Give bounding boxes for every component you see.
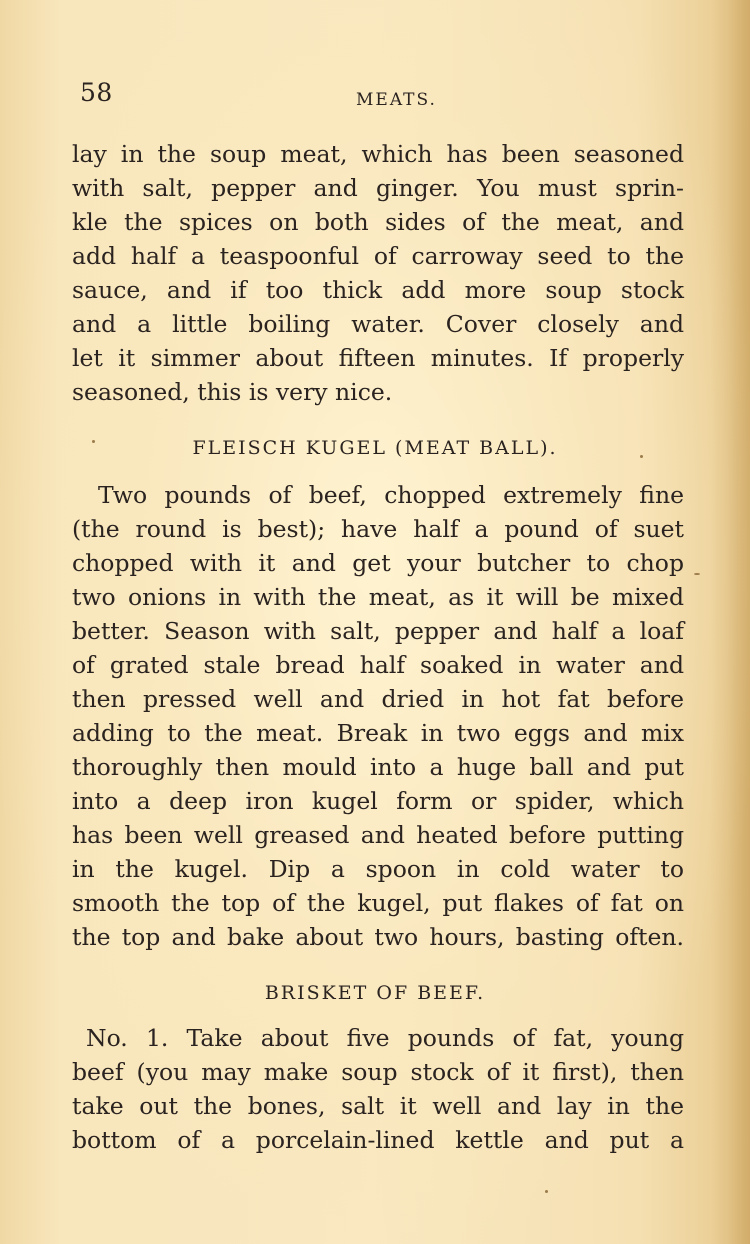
text-line: then pressed well and dried in hot fat before (72, 685, 684, 713)
text-line: of grated stale bread half soaked in water and (72, 651, 684, 679)
paper-speck (92, 440, 95, 443)
text-line: smooth the top of the kugel, put flakes of fat on (72, 889, 684, 917)
text-line: take out the bones, salt it well and lay in the (72, 1092, 684, 1120)
text-line: into a deep iron kugel form or spider, which (72, 787, 684, 815)
text-line: better. Season with salt, pepper and half a loaf (72, 617, 684, 645)
text-line: chopped with it and get your butcher to chop (72, 549, 684, 577)
text-line: (the round is best); have half a pound of suet (72, 515, 684, 543)
text-line: seasoned, this is very nice. (72, 378, 393, 406)
text-line: No. 1. Take about five pounds of fat, young (86, 1024, 684, 1052)
text-line: the top and bake about two hours, basting often. (72, 923, 684, 951)
text-line: and a little boiling water. Cover closely and (72, 310, 684, 338)
text-line: has been well greased and heated before putting (72, 821, 684, 849)
text-line: in the kugel. Dip a spoon in cold water to (72, 855, 684, 883)
paper-speck (694, 573, 700, 575)
text-line: with salt, pepper and ginger. You must sprin- (72, 174, 684, 202)
text-line: let it simmer about fifteen minutes. If properly (72, 344, 684, 372)
paragraph-fleisch-kugel (72, 478, 684, 954)
text-line: add half a teaspoonful of carroway seed to the (72, 242, 684, 270)
text-line: adding to the meat. Break in two eggs and mix (72, 719, 684, 747)
text-line: sauce, and if too thick add more soup stock (72, 276, 684, 304)
paper-speck (640, 455, 643, 458)
page-number: 58 (80, 78, 113, 107)
text-line: two onions in with the meat, as it will be mixed (72, 583, 684, 611)
page-edge-shadow (710, 0, 750, 1244)
text-line: bottom of a porcelain-lined kettle and put a (72, 1126, 684, 1154)
section-heading-brisket-of-beef: BRISKET OF BEEF. (264, 982, 486, 1004)
text-line: beef (you may make soup stock of it first), then (72, 1058, 684, 1086)
text-line: lay in the soup meat, which has been seasoned (72, 140, 684, 168)
section-heading-fleisch-kugel: FLEISCH KUGEL (MEAT BALL). (192, 437, 558, 459)
paragraph-continuation (72, 137, 684, 409)
running-head: MEATS. (356, 90, 437, 110)
text-line: thoroughly then mould into a huge ball and put (72, 753, 684, 781)
text-line: Two pounds of beef, chopped extremely fine (98, 481, 684, 509)
paper-speck (545, 1190, 548, 1193)
paragraph-brisket-of-beef (72, 1021, 684, 1157)
text-line: kle the spices on both sides of the meat, and (72, 208, 684, 236)
